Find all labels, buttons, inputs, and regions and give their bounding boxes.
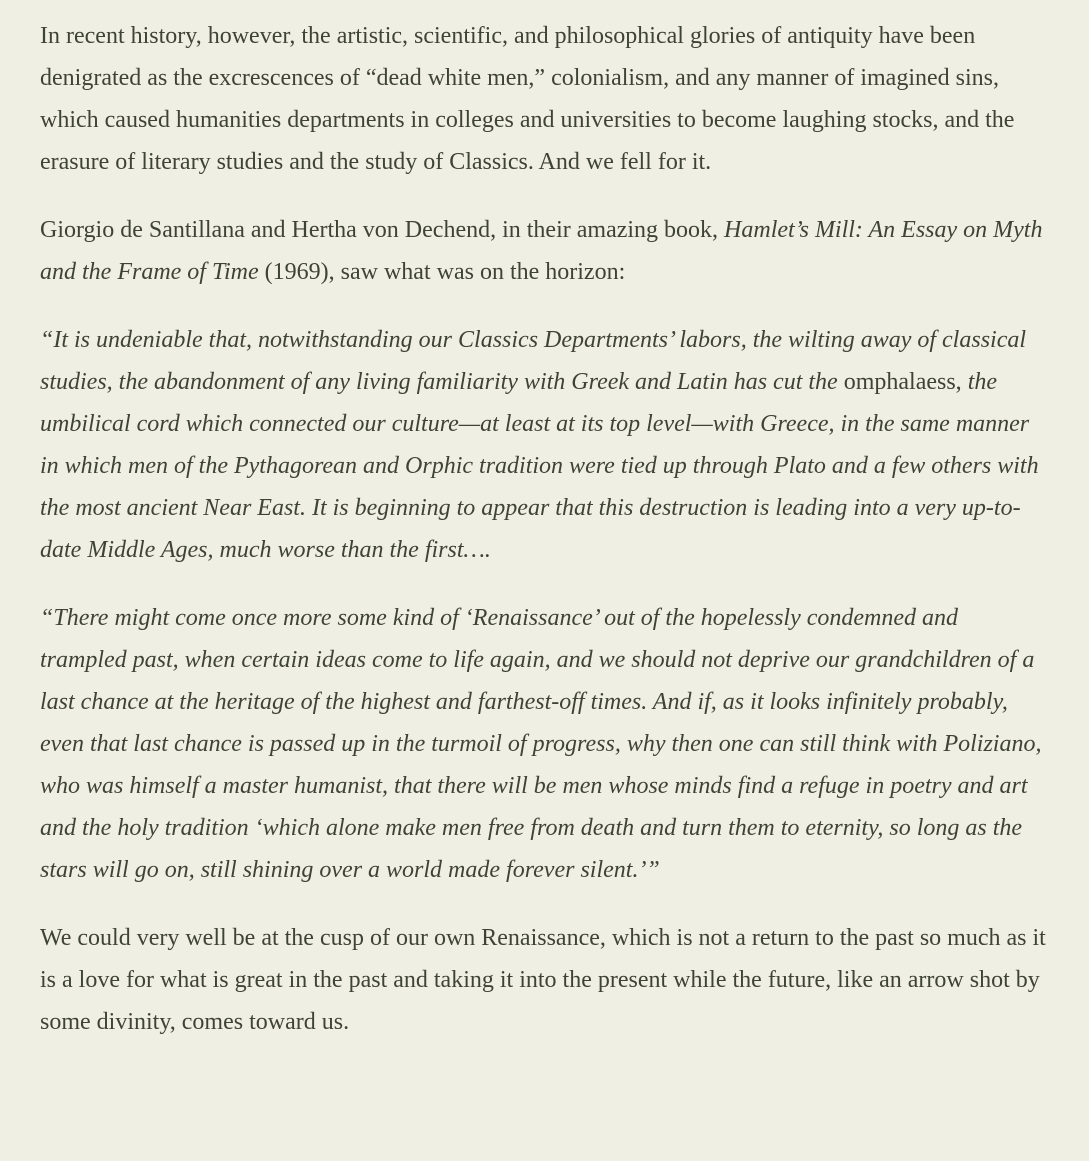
- quote-paragraph: [40, 597, 1047, 891]
- text-run-normal: Giorgio de Santillana and Hertha von Dechend, in their amazing book,: [40, 217, 725, 243]
- article-body: [40, 15, 1047, 1043]
- text-run-normal: We could very well be at the cusp of our own Renaissance, which is not a return to the past so much as it is a love for what is great in the past and taking it into the present while the future, like an arrow shot by some divinity, comes toward us.: [40, 925, 1046, 1035]
- text-run-normal: (1969), saw what was on the horizon:: [258, 259, 626, 285]
- text-run-italic: Hamlet’s Mill: An Essay on Myth and the Frame of Time: [40, 217, 1043, 285]
- text-run-normal: In recent history, however, the artistic, scientific, and philosophical glories of antiquity have been denigrated as the excrescences of “dead white men,” colonialism, and any manner of imagined sins, which caused humanities departments in colleges and universities to become laughing stocks, and the erasure of literary studies and the study of Classics. And we fell for it.: [40, 23, 1015, 175]
- text-run-italic: the umbilical cord which connected our culture—at least at its top level—with Greece, in the same manner in which men of the Pythagorean and Orphic tradition were tied up through Plato and a few others with the most ancient Near East. It is beginning to appear that this destruction is leading into a very up-to-date Middle Ages, much worse than the first….: [40, 369, 1039, 563]
- quote-paragraph: [40, 319, 1047, 571]
- text-run-italic: “There might come once more some kind of ‘Renaissance’ out of the hopelessly condemned and trampled past, when certain ideas come to life again, and we should not deprive our grandchildren of a last chance at the heritage of the highest and farthest-off times. And if, as it looks infinitely probably, even that last chance is passed up in the turmoil of progress, why then one can still think with Poliziano, who was himself a master humanist, that there will be men whose minds find a refuge in poetry and art and the holy tradition ‘which alone make men free from death and turn them to eternity, so long as the stars will go on, still shining over a world made forever silent.’”: [40, 605, 1042, 883]
- paragraph: [40, 15, 1047, 183]
- text-run-normal: omphalaess,: [843, 369, 962, 395]
- text-run-italic: “It is undeniable that, notwithstanding our Classics Departments’ labors, the wilting away of classical studies, the abandonment of any living familiarity with Greek and Latin has cut the: [40, 327, 1027, 395]
- paragraph: [40, 209, 1047, 293]
- paragraph: [40, 917, 1047, 1043]
